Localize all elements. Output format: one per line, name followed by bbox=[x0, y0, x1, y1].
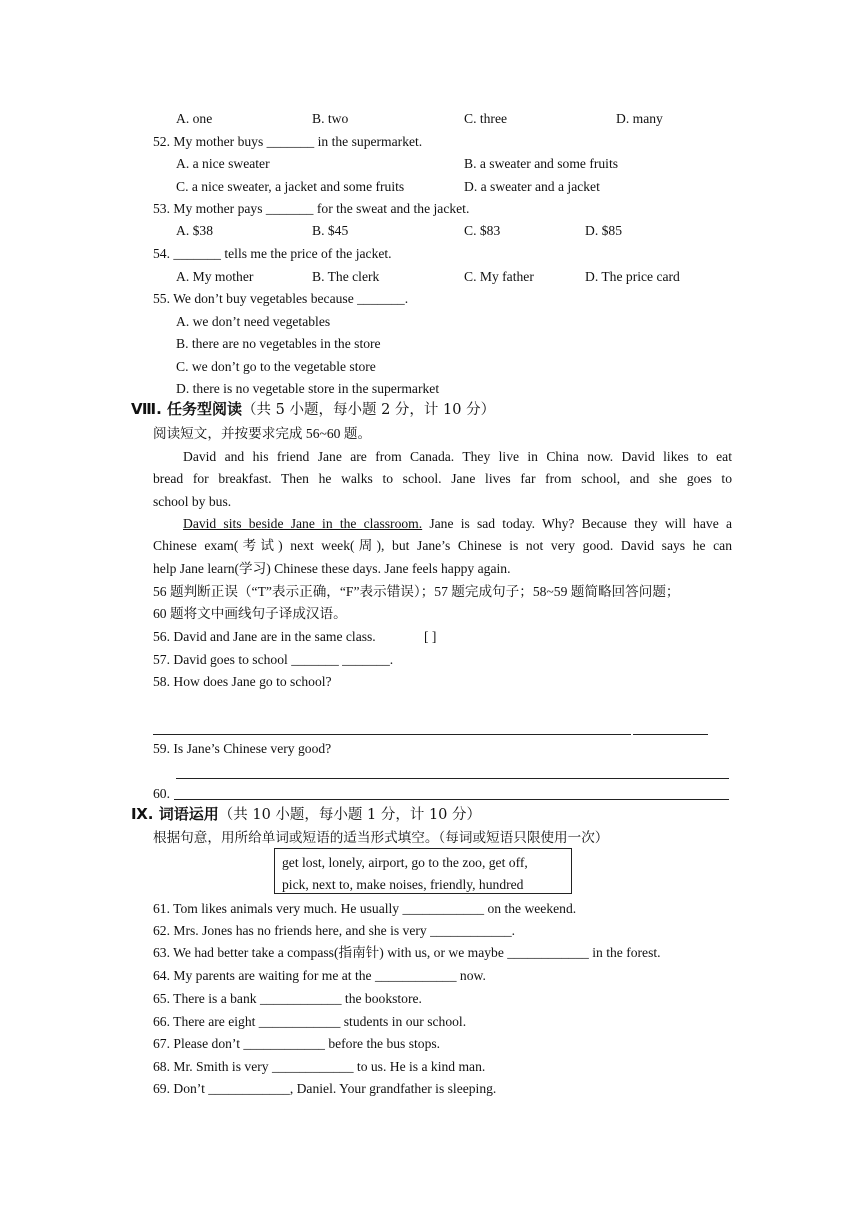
section-9-note: （共 10 小题，每小题 1 分，计 10 分） bbox=[218, 807, 482, 823]
q55-option-d: D. there is no vegetable store in the supermarket bbox=[176, 381, 440, 396]
passage-p1-line3: school by bus. bbox=[153, 494, 232, 509]
section-9-heading bbox=[131, 805, 481, 824]
question-63: 63. We had better take a compass(指南针) with us, or we maybe ____________ in the forest. bbox=[153, 945, 661, 960]
answer-line-60[interactable] bbox=[174, 799, 729, 800]
task-instruction-line1: 56 题判断正误（“T”表示正确，“F”表示错误）；57 题完成句子；58~59 题简略回答问题； bbox=[153, 584, 680, 599]
q53-option-c: C. $83 bbox=[464, 223, 501, 238]
word-bank-line1: get lost, lonely, airport, go to the zoo, get off, bbox=[282, 855, 528, 870]
question-68: 68. Mr. Smith is very ____________ to us. He is a kind man. bbox=[153, 1059, 486, 1074]
question-57: 57. David goes to school _______ _______. bbox=[153, 652, 394, 667]
question-69: 69. Don’t ____________, Daniel. Your grandfather is sleeping. bbox=[153, 1081, 497, 1096]
q53-option-b: B. $45 bbox=[312, 223, 349, 238]
question-66: 66. There are eight ____________ students in our school. bbox=[153, 1014, 467, 1029]
question-56-answer-bracket[interactable]: [ ] bbox=[424, 629, 437, 644]
answer-line-59[interactable] bbox=[176, 778, 729, 779]
passage-p2-line1 bbox=[183, 515, 732, 533]
question-60: 60. bbox=[153, 786, 170, 801]
answer-line-58-end[interactable] bbox=[633, 734, 708, 735]
q53-option-a: A. $38 bbox=[176, 223, 214, 238]
answer-line-58[interactable] bbox=[153, 734, 631, 735]
q52-option-c: C. a nice sweater, a jacket and some fruits bbox=[176, 179, 405, 194]
section-8-instruction: 阅读短文，并按要求完成 56~60 题。 bbox=[153, 426, 372, 441]
q55-option-a: A. we don’t need vegetables bbox=[176, 314, 331, 329]
q55-stem: 55. We don’t buy vegetables because _______. bbox=[153, 291, 409, 306]
q55-option-b: B. there are no vegetables in the store bbox=[176, 336, 381, 351]
q52-option-d: D. a sweater and a jacket bbox=[464, 179, 600, 194]
q52-stem: 52. My mother buys _______ in the supermarket. bbox=[153, 134, 423, 149]
section-8-note: （共 5 小题，每小题 2 分，计 10 分） bbox=[242, 402, 496, 418]
q52-option-b: B. a sweater and some fruits bbox=[464, 156, 619, 171]
question-59: 59. Is Jane’s Chinese very good? bbox=[153, 741, 332, 756]
passage-p2-line1-rest: Jane is sad today. Why? Because they will have a bbox=[422, 516, 732, 531]
task-instruction-line2: 60 题将文中画线句子译成汉语。 bbox=[153, 606, 347, 621]
question-64: 64. My parents are waiting for me at the ____________ now. bbox=[153, 968, 486, 983]
q54-option-b: B. The clerk bbox=[312, 269, 380, 284]
q51-option-a: A. one bbox=[176, 111, 213, 126]
q54-stem: 54. _______ tells me the price of the jacket. bbox=[153, 246, 392, 261]
question-58: 58. How does Jane go to school? bbox=[153, 674, 332, 689]
q52-option-a: A. a nice sweater bbox=[176, 156, 270, 171]
passage-p1-line2: bread for breakfast. Then he walks to school. Jane lives far from school, and she goes to bbox=[153, 471, 732, 486]
q54-option-c: C. My father bbox=[464, 269, 534, 284]
section-8-heading bbox=[131, 400, 495, 419]
section-8-title: Ⅷ. 任务型阅读 bbox=[131, 400, 243, 418]
question-56: 56. David and Jane are in the same class. bbox=[153, 629, 376, 644]
question-62: 62. Mrs. Jones has no friends here, and she is very ____________. bbox=[153, 923, 516, 938]
q51-option-b: B. two bbox=[312, 111, 349, 126]
q51-option-d: D. many bbox=[616, 111, 663, 126]
q51-option-c: C. three bbox=[464, 111, 508, 126]
q53-option-d: D. $85 bbox=[585, 223, 623, 238]
q54-option-a: A. My mother bbox=[176, 269, 254, 284]
passage-p2-line3: help Jane learn(学习) Chinese these days. Jane feels happy again. bbox=[153, 561, 511, 576]
passage-p2-line2: Chinese exam(考试) next week(周), but Jane’s Chinese is not very good. David says he can bbox=[153, 538, 732, 553]
word-bank-line2: pick, next to, make noises, friendly, hundred bbox=[282, 877, 524, 892]
passage-p1-line1: David and his friend Jane are from Canada. They live in China now. David likes to eat bbox=[183, 449, 732, 464]
section-9-instruction: 根据句意，用所给单词或短语的适当形式填空。（每词或短语只限使用一次） bbox=[153, 830, 609, 845]
question-67: 67. Please don’t ____________ before the bus stops. bbox=[153, 1036, 441, 1051]
q54-option-d: D. The price card bbox=[585, 269, 680, 284]
question-65: 65. There is a bank ____________ the bookstore. bbox=[153, 991, 422, 1006]
question-61: 61. Tom likes animals very much. He usually ____________ on the weekend. bbox=[153, 901, 577, 916]
q55-option-c: C. we don’t go to the vegetable store bbox=[176, 359, 376, 374]
section-9-title: Ⅸ. 词语运用 bbox=[131, 805, 219, 823]
q53-stem: 53. My mother pays _______ for the sweat and the jacket. bbox=[153, 201, 470, 216]
underlined-sentence: David sits beside Jane in the classroom. bbox=[183, 516, 423, 531]
